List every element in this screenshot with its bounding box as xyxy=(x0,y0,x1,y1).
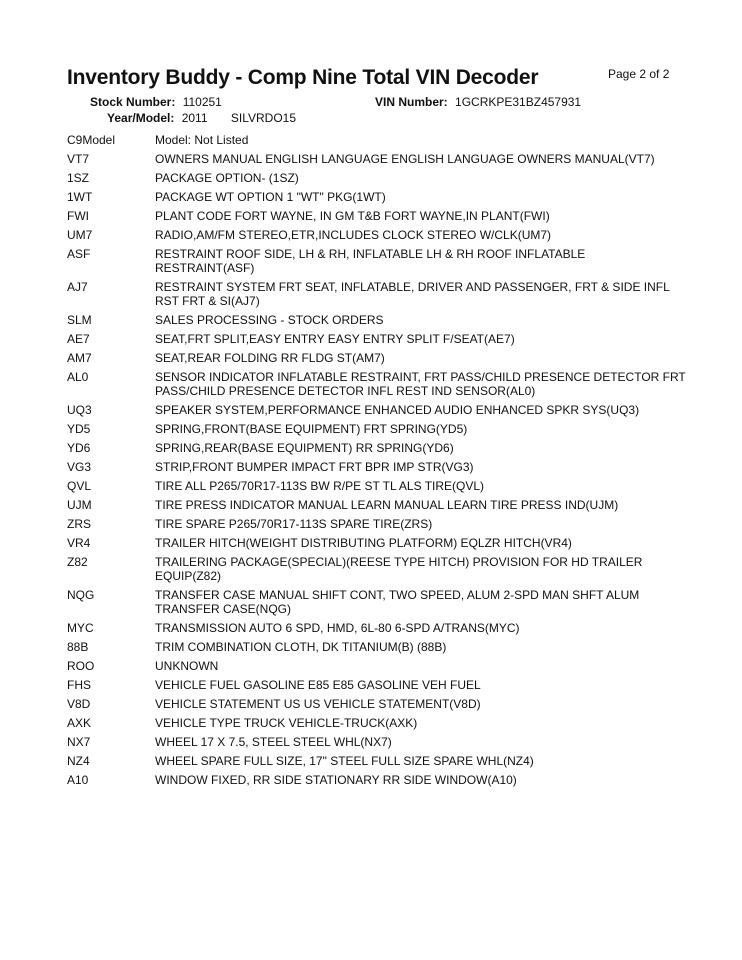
option-code: VG3 xyxy=(67,460,92,474)
option-description: SPEAKER SYSTEM,PERFORMANCE ENHANCED AUDIO ENHANCED SPKR SYS(UQ3) xyxy=(155,403,640,417)
option-description: PACKAGE WT OPTION 1 "WT" PKG(1WT) xyxy=(155,190,386,204)
option-code: UM7 xyxy=(67,228,93,242)
option-code: VR4 xyxy=(67,536,91,550)
option-row xyxy=(67,697,687,711)
option-description: WINDOW FIXED, RR SIDE STATIONARY RR SIDE WINDOW(A10) xyxy=(155,773,517,787)
option-description: TRIM COMBINATION CLOTH, DK TITANIUM(B) (88B) xyxy=(155,640,447,654)
option-row xyxy=(67,133,687,147)
option-row xyxy=(67,403,687,417)
option-description: TIRE PRESS INDICATOR MANUAL LEARN MANUAL LEARN TIRE PRESS IND(UJM) xyxy=(155,498,619,512)
option-code: AE7 xyxy=(67,332,90,346)
option-code: ASF xyxy=(67,247,91,261)
option-row xyxy=(67,351,687,365)
option-row xyxy=(67,678,687,692)
option-code: A10 xyxy=(67,773,89,787)
option-row xyxy=(67,171,687,185)
option-row xyxy=(67,152,687,166)
option-description: PLANT CODE FORT WAYNE, IN GM T&B FORT WAYNE,IN PLANT(FWI) xyxy=(155,209,550,223)
option-row xyxy=(67,247,687,275)
option-code: UJM xyxy=(67,498,92,512)
option-code: UQ3 xyxy=(67,403,92,417)
year-model xyxy=(107,111,296,125)
option-row xyxy=(67,754,687,768)
option-code-list xyxy=(67,133,687,792)
option-code: ROO xyxy=(67,659,95,673)
option-code: 1SZ xyxy=(67,171,90,185)
vin-number xyxy=(375,95,581,109)
option-code: AJ7 xyxy=(67,280,88,294)
option-description: SENSOR INDICATOR INFLATABLE RESTRAINT, FRT PASS/CHILD PRESENCE DETECTOR FRT PASS/CHILD PRESENCE DETECTOR INFL REST IND SENSOR(AL0) xyxy=(155,370,686,398)
option-row xyxy=(67,621,687,635)
option-description: WHEEL 17 X 7.5, STEEL STEEL WHL(NX7) xyxy=(155,735,392,749)
option-description: TRAILERING PACKAGE(SPECIAL)(REESE TYPE HITCH) PROVISION FOR HD TRAILER EQUIP(Z82) xyxy=(155,555,643,583)
option-description: SPRING,FRONT(BASE EQUIPMENT) FRT SPRING(YD5) xyxy=(155,422,468,436)
option-description: PACKAGE OPTION- (1SZ) xyxy=(155,171,299,185)
stock-number-value: 110251 xyxy=(182,95,222,109)
option-row xyxy=(67,460,687,474)
option-row xyxy=(67,209,687,223)
option-code: QVL xyxy=(67,479,92,493)
year-value: 2011 xyxy=(181,111,208,125)
option-code: FHS xyxy=(67,678,91,692)
vin-number-value: 1GCRKPE31BZ457931 xyxy=(455,95,582,109)
option-code: C9Model xyxy=(67,133,116,147)
option-code: AL0 xyxy=(67,370,89,384)
option-row xyxy=(67,313,687,327)
option-code: Z82 xyxy=(67,555,88,569)
option-row xyxy=(67,735,687,749)
option-code: VT7 xyxy=(67,152,90,166)
option-description: TRANSFER CASE MANUAL SHIFT CONT, TWO SPEED, ALUM 2-SPD MAN SHFT ALUM TRANSFER CASE(NQG) xyxy=(155,588,640,616)
option-row xyxy=(67,517,687,531)
option-description: SEAT,REAR FOLDING RR FLDG ST(AM7) xyxy=(155,351,385,365)
option-code: NX7 xyxy=(67,735,91,749)
option-description: VEHICLE FUEL GASOLINE E85 E85 GASOLINE VEH FUEL xyxy=(155,678,481,692)
vin-number-label: VIN Number: xyxy=(375,95,448,109)
option-code: ZRS xyxy=(67,517,91,531)
option-row xyxy=(67,228,687,242)
option-description: VEHICLE STATEMENT US US VEHICLE STATEMENT(V8D) xyxy=(155,697,481,711)
option-row xyxy=(67,190,687,204)
option-code: V8D xyxy=(67,697,91,711)
option-description: SALES PROCESSING - STOCK ORDERS xyxy=(155,313,384,327)
year-model-label: Year/Model: xyxy=(107,111,175,125)
option-description: STRIP,FRONT BUMPER IMPACT FRT BPR IMP STR(VG3) xyxy=(155,460,474,474)
stock-number xyxy=(90,95,222,109)
option-code: SLM xyxy=(67,313,92,327)
option-code: AXK xyxy=(67,716,92,730)
option-description: OWNERS MANUAL ENGLISH LANGUAGE ENGLISH LANGUAGE OWNERS MANUAL(VT7) xyxy=(155,152,655,166)
option-description: VEHICLE TYPE TRUCK VEHICLE-TRUCK(AXK) xyxy=(155,716,418,730)
option-code: NQG xyxy=(67,588,95,602)
option-description: UNKNOWN xyxy=(155,659,219,673)
model-value: SILVRDO15 xyxy=(230,111,296,125)
option-description: RESTRAINT SYSTEM FRT SEAT, INFLATABLE, DRIVER AND PASSENGER, FRT & SIDE INFL RST FRT & SI(AJ7) xyxy=(155,280,670,308)
option-description: TIRE SPARE P265/70R17-113S SPARE TIRE(ZRS) xyxy=(155,517,433,531)
option-row xyxy=(67,659,687,673)
option-code: 1WT xyxy=(67,190,93,204)
option-description: SEAT,FRT SPLIT,EASY ENTRY EASY ENTRY SPLIT F/SEAT(AE7) xyxy=(155,332,515,346)
option-code: YD5 xyxy=(67,422,91,436)
option-description: TRAILER HITCH(WEIGHT DISTRIBUTING PLATFORM) EQLZR HITCH(VR4) xyxy=(155,536,572,550)
option-row xyxy=(67,370,687,398)
option-description: Model: Not Listed xyxy=(155,133,249,147)
option-description: TRANSMISSION AUTO 6 SPD, HMD, 6L-80 6-SPD A/TRANS(MYC) xyxy=(155,621,520,635)
option-row xyxy=(67,716,687,730)
option-description: RADIO,AM/FM STEREO,ETR,INCLUDES CLOCK STEREO W/CLK(UM7) xyxy=(155,228,552,242)
option-code: NZ4 xyxy=(67,754,90,768)
stock-number-label: Stock Number: xyxy=(90,95,176,109)
option-row xyxy=(67,280,687,308)
option-description: RESTRAINT ROOF SIDE, LH & RH, INFLATABLE LH & RH ROOF INFLATABLE RESTRAINT(ASF) xyxy=(155,247,586,275)
option-row xyxy=(67,332,687,346)
option-code: 88B xyxy=(67,640,89,654)
option-row xyxy=(67,441,687,455)
option-row xyxy=(67,773,687,787)
option-description: SPRING,REAR(BASE EQUIPMENT) RR SPRING(YD6) xyxy=(155,441,454,455)
option-row xyxy=(67,588,687,616)
option-row xyxy=(67,498,687,512)
option-code: YD6 xyxy=(67,441,91,455)
option-description: TIRE ALL P265/70R17-113S BW R/PE ST TL ALS TIRE(QVL) xyxy=(155,479,485,493)
option-row xyxy=(67,555,687,583)
option-code: AM7 xyxy=(67,351,92,365)
page-title: Inventory Buddy - Comp Nine Total VIN Decoder xyxy=(67,66,539,89)
option-row xyxy=(67,536,687,550)
option-code: FWI xyxy=(67,209,89,223)
option-row xyxy=(67,422,687,436)
option-code: MYC xyxy=(67,621,94,635)
option-row xyxy=(67,479,687,493)
option-row xyxy=(67,640,687,654)
page-number: Page 2 of 2 xyxy=(608,67,670,81)
option-description: WHEEL SPARE FULL SIZE, 17" STEEL FULL SIZE SPARE WHL(NZ4) xyxy=(155,754,534,768)
